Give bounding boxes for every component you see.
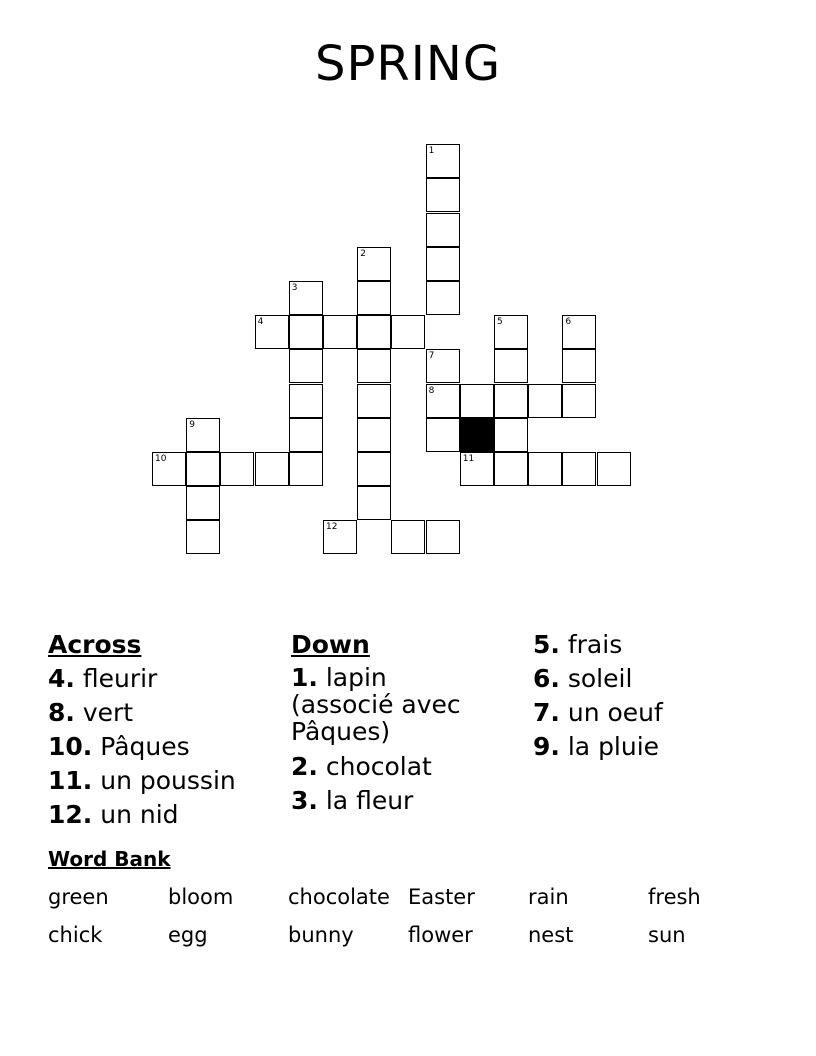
word-bank-word: green	[48, 885, 109, 909]
clue-number: 4	[257, 317, 264, 328]
word-bank-word: egg	[168, 923, 208, 947]
grid-cell[interactable]	[186, 486, 220, 520]
clue-number: 10	[155, 454, 167, 464]
grid-cell[interactable]	[562, 349, 596, 383]
clue-number: 7	[428, 351, 435, 362]
word-bank-title: Word Bank	[48, 847, 171, 871]
grid-cell[interactable]	[289, 281, 323, 315]
grid-cell[interactable]	[426, 520, 460, 554]
grid-cell[interactable]	[186, 452, 220, 486]
grid-cell[interactable]	[562, 384, 596, 418]
word-bank-word: flower	[408, 923, 473, 947]
grid-cell[interactable]	[255, 315, 289, 349]
puzzle-title: SPRING	[314, 36, 502, 92]
grid-cell[interactable]	[562, 452, 596, 486]
clue-number: 6	[565, 317, 572, 328]
grid-cell[interactable]	[186, 418, 220, 452]
grid-cell[interactable]	[289, 452, 323, 486]
grid-cell[interactable]	[426, 213, 460, 247]
down-clue-6: 6. soleil	[533, 664, 633, 693]
grid-cell[interactable]	[289, 418, 323, 452]
grid-cell[interactable]	[152, 452, 186, 486]
word-bank-word: chocolate	[288, 885, 390, 909]
grid-cell[interactable]	[597, 452, 631, 486]
grid-cell[interactable]	[494, 315, 528, 349]
down-clue-1: 1. lapin (associé avec Pâques)	[291, 663, 461, 746]
grid-cell[interactable]	[426, 178, 460, 212]
grid-cell[interactable]	[426, 281, 460, 315]
grid-cell[interactable]	[255, 452, 289, 486]
word-bank-word: sun	[648, 923, 686, 947]
grid-cell[interactable]	[289, 384, 323, 418]
grid-cell[interactable]	[460, 452, 494, 486]
down-clue-2: 2. chocolat	[291, 752, 432, 781]
word-bank-word: nest	[528, 923, 574, 947]
clue-number: 8	[428, 385, 435, 396]
grid-cell[interactable]	[391, 315, 425, 349]
grid-cell[interactable]	[357, 315, 391, 349]
grid-cell[interactable]	[220, 452, 254, 486]
across-heading: Across	[48, 630, 142, 659]
grid-cell[interactable]	[528, 452, 562, 486]
grid-cell[interactable]	[494, 349, 528, 383]
grid-cell[interactable]	[426, 418, 460, 452]
grid-cell[interactable]	[289, 315, 323, 349]
down-heading: Down	[291, 630, 370, 659]
grid-cell[interactable]	[357, 384, 391, 418]
across-clue-10: 10. Pâques	[48, 732, 190, 761]
word-bank-word: rain	[528, 885, 569, 909]
grid-cell[interactable]	[426, 144, 460, 178]
across-clue-12: 12. un nid	[48, 800, 179, 829]
clue-number: 3	[291, 283, 298, 293]
down-clues	[291, 628, 491, 818]
grid-cell[interactable]	[494, 384, 528, 418]
grid-cell[interactable]	[460, 384, 494, 418]
word-bank-word: fresh	[648, 885, 701, 909]
grid-cell[interactable]	[426, 349, 460, 383]
down-clue-3: 3. la fleur	[291, 786, 414, 815]
grid-cell[interactable]	[528, 384, 562, 418]
grid-cell[interactable]	[494, 418, 528, 452]
across-clues	[48, 628, 278, 832]
grid-cell[interactable]	[357, 247, 391, 281]
clue-number: 2	[360, 248, 366, 259]
grid-cell[interactable]	[357, 349, 391, 383]
grid-cell[interactable]	[426, 384, 460, 418]
grid-cell[interactable]	[186, 520, 220, 554]
grid-cell[interactable]	[323, 520, 357, 554]
grid-cell[interactable]	[357, 452, 391, 486]
word-bank-word: Easter	[408, 885, 475, 909]
clue-number: 9	[189, 419, 195, 430]
grid-cell[interactable]	[426, 247, 460, 281]
grid-cell[interactable]	[289, 349, 323, 383]
grid-cell[interactable]	[562, 315, 596, 349]
word-bank-word: chick	[48, 923, 103, 947]
down-clue-5: 5. frais	[533, 630, 623, 659]
word-bank-word: bunny	[288, 923, 354, 947]
clue-number: 1	[428, 146, 435, 157]
down-clue-9: 9. la pluie	[533, 732, 660, 761]
grid-cell[interactable]	[323, 315, 357, 349]
grid-cell[interactable]	[391, 520, 425, 554]
grid-cell[interactable]	[357, 486, 391, 520]
down-clues-continued	[533, 628, 773, 764]
clue-number: 12	[326, 522, 338, 533]
clue-number: 5	[497, 317, 503, 328]
across-clue-4: 4. fleurir	[48, 664, 158, 693]
down-clue-7: 7. un oeuf	[533, 698, 663, 727]
word-bank-word: bloom	[168, 885, 234, 909]
grid-cell-black	[460, 418, 494, 452]
grid-cell[interactable]	[494, 452, 528, 486]
across-clue-11: 11. un poussin	[48, 766, 236, 795]
grid-cell[interactable]	[357, 281, 391, 315]
clue-number: 11	[462, 454, 475, 464]
grid-cell[interactable]	[357, 418, 391, 452]
across-clue-8: 8. vert	[48, 698, 134, 727]
